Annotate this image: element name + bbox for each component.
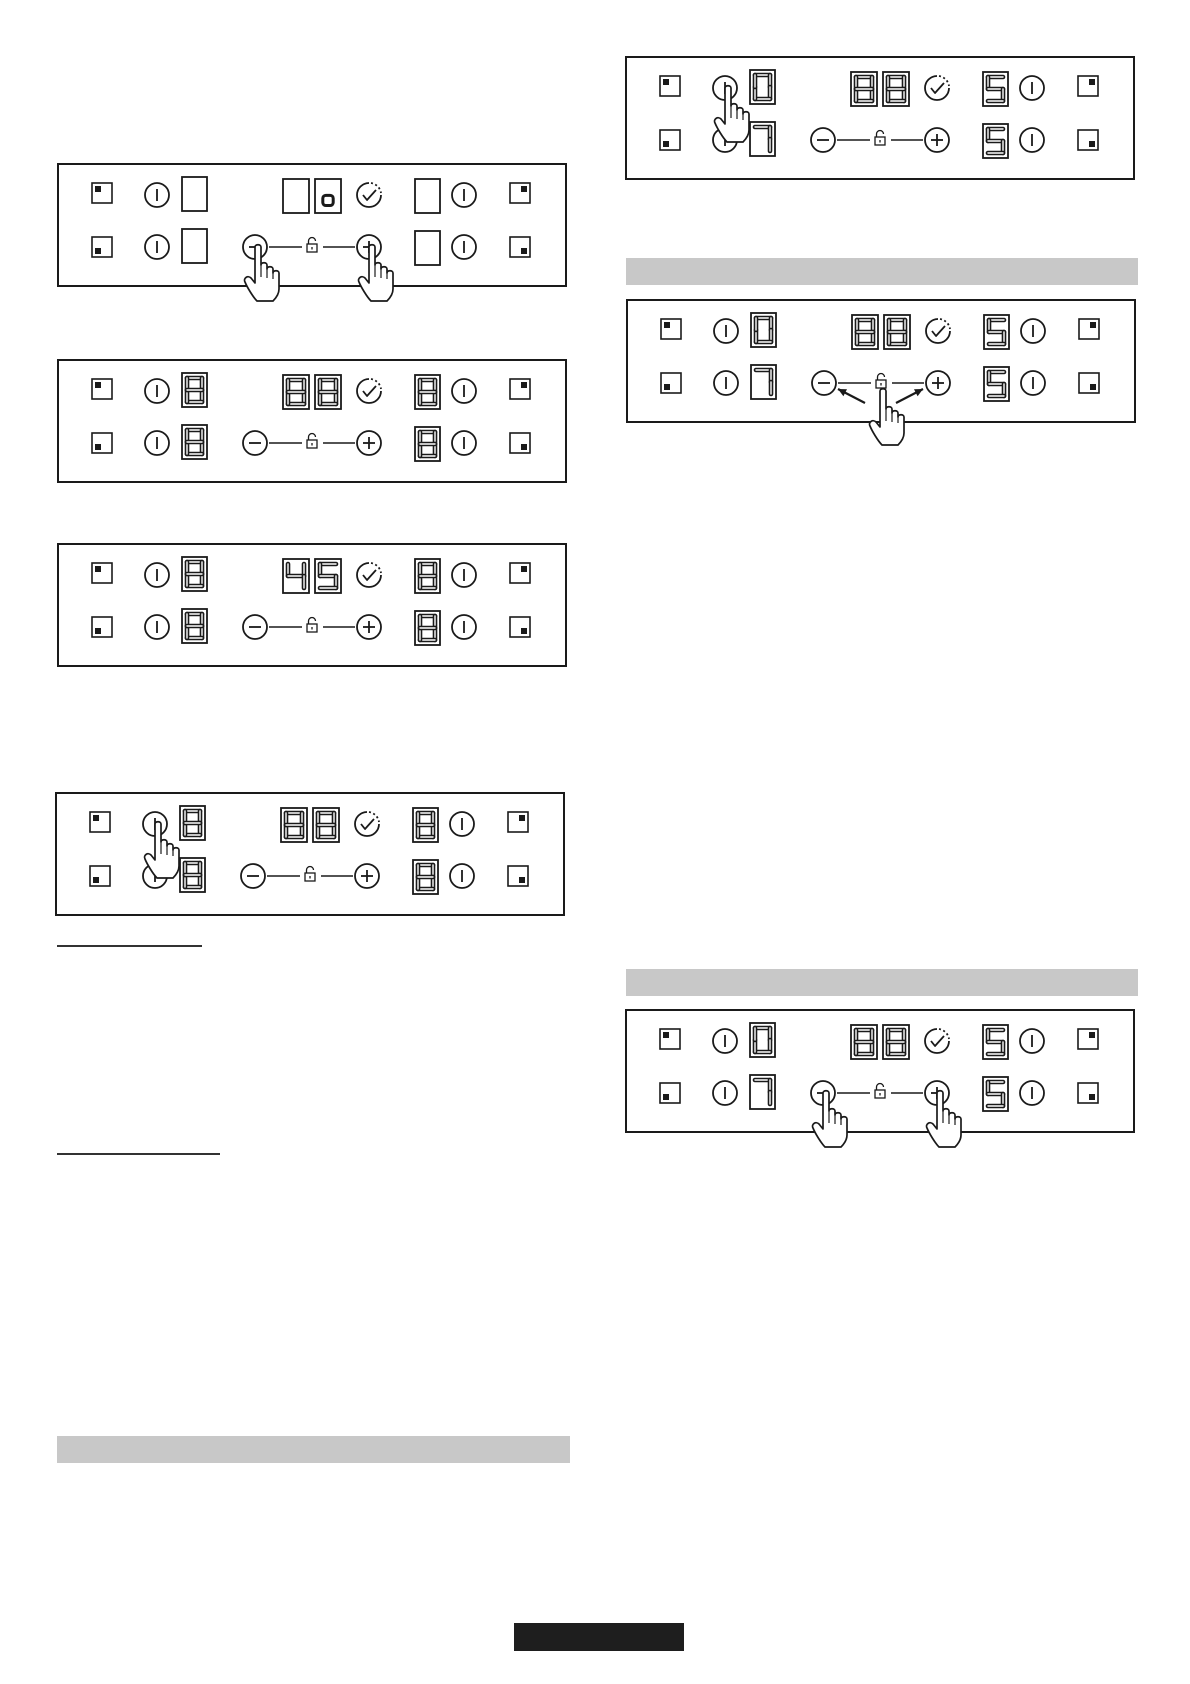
power-icon: [1021, 371, 1045, 395]
timer-display-digit-2: [315, 375, 341, 409]
heading-underline: [57, 945, 202, 947]
cooking-zone-icon: [90, 812, 110, 832]
zone-display-top-left: [182, 557, 207, 591]
timer-confirm-icon: [357, 379, 381, 403]
power-icon: [450, 864, 474, 888]
power-icon: [713, 1029, 737, 1053]
digit-glyph: [323, 195, 333, 205]
timer-display-digit-1: [283, 559, 309, 593]
power-icon: [1020, 128, 1044, 152]
zone-display-bottom-left: [750, 122, 775, 156]
power-icon: [452, 379, 476, 403]
panel-svg: [59, 361, 564, 480]
panel-svg: [628, 301, 1133, 420]
cooking-zone-icon: [92, 563, 112, 583]
zone-display-top-left: [751, 313, 776, 347]
zone-dot: [1090, 384, 1096, 390]
zone-display-top-right: [413, 808, 438, 842]
zone-dot: [521, 628, 527, 634]
power-icon: [714, 371, 738, 395]
power-icon: [452, 235, 476, 259]
cooking-zone-icon: [1079, 373, 1099, 393]
power-icon: [145, 431, 169, 455]
cooking-zone-icon: [92, 433, 112, 453]
zone-display-bottom-right: [415, 611, 440, 645]
control-panel-diagram-1: [57, 163, 567, 287]
cooking-zone-icon: [92, 237, 112, 257]
panel-svg: [627, 1011, 1132, 1130]
zone-dot: [521, 248, 527, 254]
zone-dot: [521, 444, 527, 450]
power-icon: [145, 379, 169, 403]
timer-confirm-icon: [357, 183, 381, 207]
power-icon: [452, 615, 476, 639]
timer-confirm-icon: [925, 1029, 949, 1053]
zone-dot: [664, 384, 670, 390]
timer-display-digit-2: [315, 559, 341, 593]
cooking-zone-icon: [510, 617, 530, 637]
zone-dot: [519, 877, 525, 883]
cooking-zone-icon: [510, 563, 530, 583]
power-icon: [450, 812, 474, 836]
page-footer-bar: [514, 1623, 684, 1651]
zone-dot: [1089, 1032, 1095, 1038]
zone-display-bottom-right: [413, 860, 438, 894]
arrow-icon: [838, 389, 865, 403]
zone-display-top-left: [182, 177, 207, 211]
power-icon: [1020, 1081, 1044, 1105]
zone-dot: [95, 444, 101, 450]
timer-display-digit-1: [281, 808, 307, 842]
cooking-zone-icon: [660, 130, 680, 150]
lock-icon: [307, 238, 317, 253]
zone-dot: [95, 382, 101, 388]
timer-display-digit-1: [283, 179, 309, 213]
cooking-zone-icon: [508, 866, 528, 886]
control-panel-diagram-6: [626, 299, 1136, 423]
zone-display-top-left: [750, 1023, 775, 1057]
zone-display-bottom-left: [180, 858, 205, 892]
cooking-zone-icon: [1078, 130, 1098, 150]
minus-icon: [811, 128, 835, 152]
cooking-zone-icon: [510, 379, 530, 399]
plus-icon: [357, 431, 381, 455]
cooking-zone-icon: [510, 237, 530, 257]
plus-icon: [925, 128, 949, 152]
panel-svg: [57, 794, 562, 913]
power-icon: [452, 431, 476, 455]
timer-confirm-icon: [357, 563, 381, 587]
section-header-bar: [626, 969, 1138, 996]
power-icon: [145, 615, 169, 639]
lock-icon: [305, 867, 315, 882]
minus-icon: [812, 371, 836, 395]
zone-display-top-right: [984, 315, 1009, 349]
zone-dot: [521, 566, 527, 572]
zone-dot: [93, 815, 99, 821]
section-header-bar: [57, 1436, 570, 1463]
minus-icon: [243, 431, 267, 455]
zone-display-bottom-left: [750, 1075, 775, 1109]
power-icon: [1021, 319, 1045, 343]
cooking-zone-icon: [661, 319, 681, 339]
zone-display-top-left: [180, 806, 205, 840]
zone-display-bottom-right: [415, 231, 440, 265]
control-panel-diagram-3: [57, 543, 567, 667]
timer-display-digit-2: [315, 179, 341, 213]
lock-icon: [875, 131, 885, 146]
zone-dot: [1089, 79, 1095, 85]
timer-display-digit-1: [283, 375, 309, 409]
lock-icon: [875, 1084, 885, 1099]
lock-icon: [876, 374, 886, 389]
timer-confirm-icon: [926, 319, 950, 343]
cooking-zone-icon: [1079, 319, 1099, 339]
panel-svg: [59, 165, 564, 284]
timer-display-digit-2: [313, 808, 339, 842]
cooking-zone-icon: [660, 76, 680, 96]
zone-dot: [95, 628, 101, 634]
cooking-zone-icon: [510, 183, 530, 203]
cooking-zone-icon: [661, 373, 681, 393]
timer-display-digit-2: [883, 72, 909, 106]
cooking-zone-icon: [1078, 76, 1098, 96]
zone-display-bottom-right: [984, 367, 1009, 401]
zone-display-bottom-right: [983, 1077, 1008, 1111]
lock-icon: [307, 434, 317, 449]
power-icon: [452, 183, 476, 207]
cooking-zone-icon: [92, 617, 112, 637]
zone-dot: [1089, 1094, 1095, 1100]
cooking-zone-icon: [92, 183, 112, 203]
power-icon: [145, 235, 169, 259]
timer-display-digit-1: [851, 1025, 877, 1059]
zone-display-top-right: [415, 559, 440, 593]
cooking-zone-icon: [1078, 1029, 1098, 1049]
power-icon: [1020, 76, 1044, 100]
zone-display-top-right: [415, 179, 440, 213]
minus-icon: [243, 615, 267, 639]
zone-display-top-right: [983, 1025, 1008, 1059]
timer-confirm-icon: [355, 812, 379, 836]
zone-dot: [93, 877, 99, 883]
power-icon: [1020, 1029, 1044, 1053]
zone-dot: [663, 141, 669, 147]
zone-dot: [95, 248, 101, 254]
zone-dot: [664, 322, 670, 328]
cooking-zone-icon: [92, 379, 112, 399]
arrow-icon: [896, 389, 923, 403]
cooking-zone-icon: [660, 1083, 680, 1103]
heading-underline: [57, 1153, 220, 1155]
cooking-zone-icon: [660, 1029, 680, 1049]
zone-display-bottom-left: [182, 229, 207, 263]
hand-pointer-icon: [870, 389, 904, 445]
zone-display-top-left: [750, 70, 775, 104]
zone-dot: [519, 815, 525, 821]
zone-dot: [663, 1032, 669, 1038]
zone-display-top-left: [182, 373, 207, 407]
cooking-zone-icon: [1078, 1083, 1098, 1103]
timer-confirm-icon: [925, 76, 949, 100]
timer-display-digit-1: [852, 315, 878, 349]
power-icon: [713, 1081, 737, 1105]
power-icon: [145, 183, 169, 207]
zone-display-top-right: [415, 375, 440, 409]
control-panel-diagram-2: [57, 359, 567, 483]
control-panel-diagram-4: [55, 792, 565, 916]
plus-icon: [357, 615, 381, 639]
zone-dot: [663, 1094, 669, 1100]
panel-svg: [59, 545, 564, 664]
zone-display-bottom-left: [182, 609, 207, 643]
zone-dot: [95, 186, 101, 192]
minus-icon: [241, 864, 265, 888]
zone-display-bottom-right: [983, 124, 1008, 158]
lock-icon: [307, 618, 317, 633]
zone-dot: [1090, 322, 1096, 328]
power-icon: [452, 563, 476, 587]
timer-display-digit-1: [851, 72, 877, 106]
zone-dot: [521, 382, 527, 388]
zone-dot: [95, 566, 101, 572]
timer-display-digit-2: [884, 315, 910, 349]
power-icon: [714, 319, 738, 343]
zone-display-bottom-left: [182, 425, 207, 459]
zone-display-top-right: [983, 72, 1008, 106]
control-panel-diagram-7: [625, 1009, 1135, 1133]
cooking-zone-icon: [90, 866, 110, 886]
cooking-zone-icon: [510, 433, 530, 453]
section-header-bar: [626, 258, 1138, 285]
cooking-zone-icon: [508, 812, 528, 832]
zone-dot: [521, 186, 527, 192]
control-panel-diagram-5: [625, 56, 1135, 180]
plus-icon: [926, 371, 950, 395]
power-icon: [145, 563, 169, 587]
zone-display-bottom-left: [751, 365, 776, 399]
zone-dot: [1089, 141, 1095, 147]
zone-display-bottom-right: [415, 427, 440, 461]
panel-svg: [627, 58, 1132, 177]
zone-dot: [663, 79, 669, 85]
timer-display-digit-2: [883, 1025, 909, 1059]
plus-icon: [355, 864, 379, 888]
